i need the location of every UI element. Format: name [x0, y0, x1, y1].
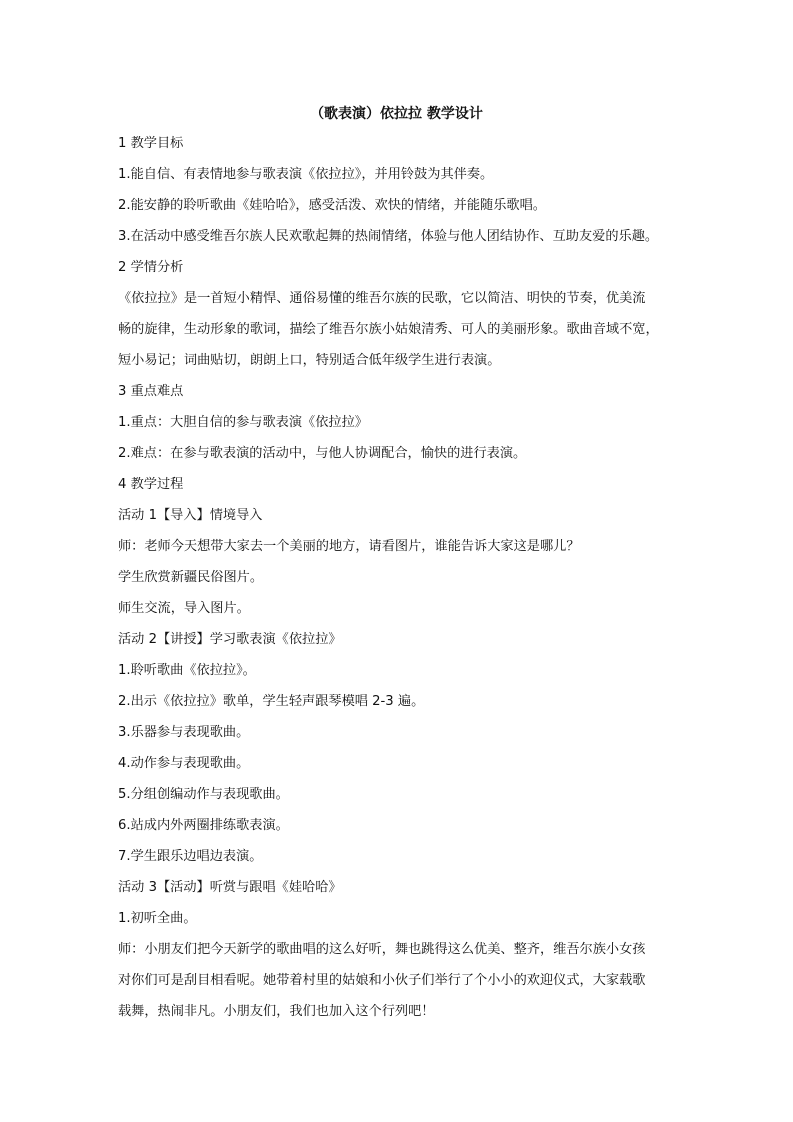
analysis-paragraph — [118, 289, 683, 371]
step-item: 5.分组创编动作与表现歌曲。 — [118, 787, 289, 802]
step-item: 1.初听全曲。 — [118, 911, 197, 926]
process-line: 师生交流，导入图片。 — [118, 601, 250, 616]
paragraph-line: 《依拉拉》是一首短小精悍、通俗易懂的维吾尔族的民歌，它以简洁、明快的节奏，优美流 — [118, 291, 646, 306]
activity-heading: 活动 2【讲授】学习歌表演《依拉拉》 — [118, 632, 342, 647]
step-item: 6.站成内外两圈排练歌表演。 — [118, 818, 289, 833]
objective-item: 3.在活动中感受维吾尔族人民欢歌起舞的热闹情绪，体验与他人团结协作、互助友爱的乐趣。 — [118, 229, 659, 244]
document-body — [118, 134, 683, 1033]
step-item: 3.乐器参与表现歌曲。 — [118, 725, 250, 740]
section-heading-keypoints: 3 重点难点 — [118, 384, 184, 399]
closing-paragraph — [118, 940, 683, 1022]
paragraph-line: 对你们可是刮目相看呢。她带着村里的姑娘和小伙子们举行了个小小的欢迎仪式，大家载歌 — [118, 973, 646, 988]
objective-item: 1.能自信、有表情地参与歌表演《依拉拉》，并用铃鼓为其伴奏。 — [118, 167, 494, 182]
section-heading-process: 4 教学过程 — [118, 477, 184, 492]
paragraph-line: 畅的旋律，生动形象的歌词，描绘了维吾尔族小姑娘清秀、可人的美丽形象。歌曲音域不宽， — [118, 322, 659, 337]
objective-item: 2.能安静的聆听歌曲《娃哈哈》，感受活泼、欢快的情绪，并能随乐歌唱。 — [118, 198, 546, 213]
step-item: 4.动作参与表现歌曲。 — [118, 756, 250, 771]
step-item: 7.学生跟乐边唱边表演。 — [118, 849, 263, 864]
activity-heading: 活动 3【活动】听赏与跟唱《娃哈哈》 — [118, 880, 342, 895]
step-item: 1.聆听歌曲《依拉拉》。 — [118, 663, 256, 678]
paragraph-line: 师：小朋友们把今天新学的歌曲唱的这么好听，舞也跳得这么优美、整齐，维吾尔族小女孩 — [118, 942, 646, 957]
keypoint-item: 1.重点：大胆自信的参与歌表演《依拉拉》 — [118, 415, 368, 430]
step-item: 2.出示《依拉拉》歌单，学生轻声跟琴模唱 2-3 遍。 — [118, 694, 425, 709]
document-title: （歌表演）依拉拉 教学设计 — [310, 106, 483, 122]
keypoint-item: 2.难点：在参与歌表演的活动中，与他人协调配合，愉快的进行表演。 — [118, 446, 527, 461]
section-heading-objectives: 1 教学目标 — [118, 136, 184, 151]
section-heading-analysis: 2 学情分析 — [118, 260, 184, 275]
process-line: 学生欣赏新疆民俗图片。 — [118, 570, 264, 585]
paragraph-line: 短小易记；词曲贴切，朗朗上口，特别适合低年级学生进行表演。 — [118, 353, 501, 368]
activity-heading: 活动 1【导入】情境导入 — [118, 508, 263, 523]
process-line: 师：老师今天想带大家去一个美丽的地方，请看图片，谁能告诉大家这是哪儿？ — [118, 539, 580, 554]
paragraph-line: 载舞，热闹非凡。小朋友们，我们也加入这个行列吧！ — [118, 1004, 435, 1019]
